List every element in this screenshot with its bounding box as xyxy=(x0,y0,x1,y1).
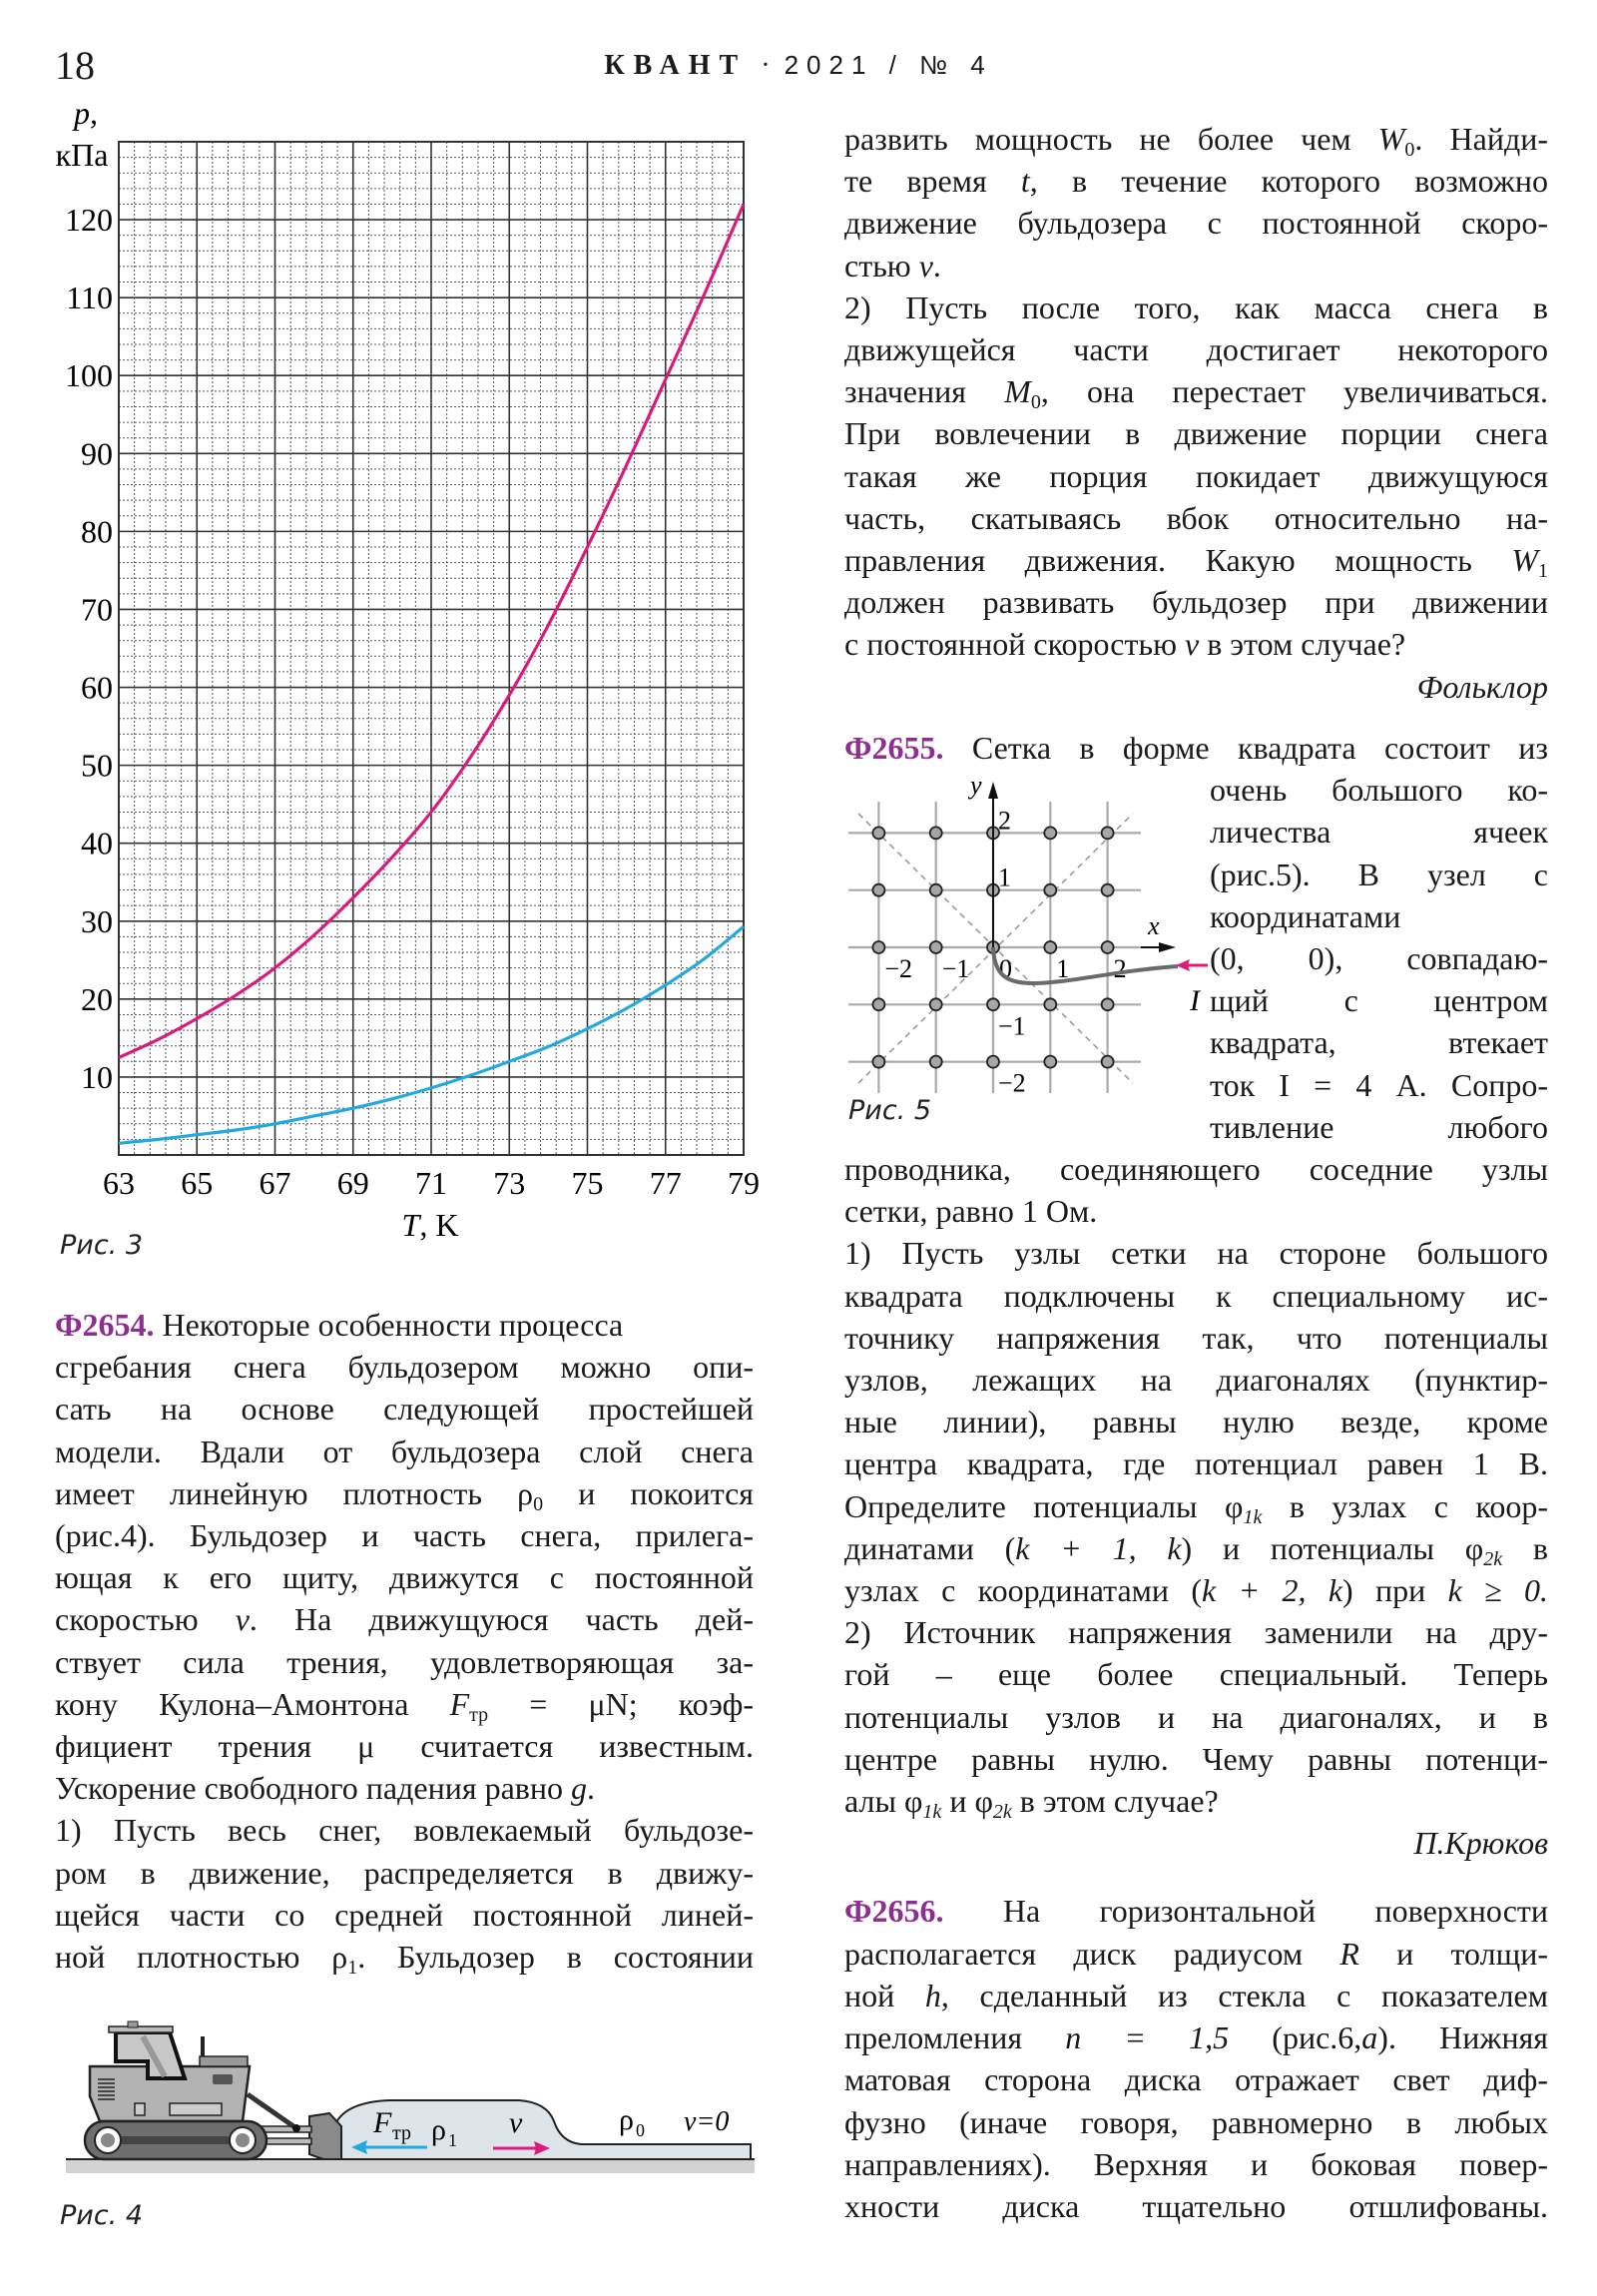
y-axis-label-unit: кПа xyxy=(55,137,109,173)
figure4-caption: Рис. 4 xyxy=(60,2200,144,2231)
text-line: проводника, соединяющего соседние узлы xyxy=(844,1151,1548,1188)
text-line: личества ячеек xyxy=(1210,814,1548,851)
text-line: квадрата, втекает xyxy=(1210,1024,1548,1061)
track-belt xyxy=(100,2136,250,2144)
text-span: , она перестает увеличиваться. xyxy=(1040,373,1549,410)
text-line: направлениях). Верхняя и боковая повер- xyxy=(844,2145,1548,2182)
math-var: a xyxy=(1361,2019,1378,2056)
text-line: центра квадрата, где потенциал равен 1 В. xyxy=(844,1445,1548,1482)
text-line xyxy=(55,1472,754,1514)
text-line xyxy=(55,1767,754,1809)
grid-coordinate-labels xyxy=(884,806,1126,1097)
grid-node xyxy=(872,1056,884,1068)
grid-node xyxy=(987,998,999,1010)
text-line xyxy=(844,370,1548,412)
y-coordinate-label: 2 xyxy=(998,806,1011,836)
subscript: 1k xyxy=(922,1801,942,1824)
text-span: = μN; коэф- xyxy=(488,1685,755,1722)
text-line: На горизонтальной поверхности xyxy=(1002,1893,1549,1930)
math-var: t xyxy=(1020,163,1030,200)
x-tick-label: 77 xyxy=(649,1165,682,1201)
wheel-hub xyxy=(101,2133,115,2147)
x-axis-label: x xyxy=(1148,911,1160,940)
grid-node xyxy=(872,884,884,896)
problem-2654-continuation xyxy=(844,118,1548,708)
text-line: точнику напряжения так, что потенциалы xyxy=(844,1319,1548,1356)
y-coordinate-label: −1 xyxy=(998,1011,1026,1041)
text-line: ток I = 4 А. Сопро- xyxy=(1210,1066,1548,1103)
grid-node xyxy=(1102,1056,1114,1068)
x-coordinate-label: −1 xyxy=(941,954,970,983)
y-tick-label: 120 xyxy=(65,202,113,239)
x-coordinate-label: 1 xyxy=(1056,954,1070,983)
text-line: сетки, равно 1 Ом. xyxy=(844,1193,1098,1230)
text-line xyxy=(844,539,1548,581)
y-tick-label: 40 xyxy=(81,825,113,861)
text-line: очень большого ко- xyxy=(1210,772,1548,809)
y-tick-label: 80 xyxy=(81,513,113,550)
push-arm xyxy=(262,2126,311,2132)
label-rho0: ρ xyxy=(619,2103,634,2136)
math-expression: k + 1, k xyxy=(1015,1529,1182,1566)
figure5-caption: Рис. 5 xyxy=(848,1095,932,1126)
subscript: 1k xyxy=(1243,1505,1263,1528)
problem-2654 xyxy=(55,1304,754,1978)
math-var: F xyxy=(449,1685,470,1722)
text-line: сгребания снега бульдозером можно опи- xyxy=(55,1349,754,1386)
text-span: , сделанный из стекла с показателем xyxy=(940,1977,1549,2013)
text-line: центре равны нулю. Чему равны потенци- xyxy=(844,1740,1548,1777)
y-tick-label: 90 xyxy=(81,435,113,472)
text-span: . Найди- xyxy=(1414,121,1549,157)
subscript: 0 xyxy=(1404,139,1415,161)
x-axis-label: T, K xyxy=(401,1207,459,1243)
text-line: гой – еще более специальный. Теперь xyxy=(844,1656,1548,1693)
text-line: сать на основе следующей простейшей xyxy=(55,1391,754,1428)
text-line xyxy=(844,245,1548,287)
text-line: должен развивать бульдозер при движении xyxy=(844,584,1548,621)
problem-id-2656: Ф2656. xyxy=(844,1893,944,1930)
label-rho1: ρ xyxy=(431,2113,446,2146)
x-axis-arrowhead xyxy=(1159,942,1176,952)
grid-node xyxy=(930,941,942,953)
text-line: движение бульдозера с постоянной скоро- xyxy=(844,205,1548,242)
label-rho1-sub: 1 xyxy=(448,2130,457,2150)
text-span: кону Кулона–Амонтона xyxy=(55,1685,450,1722)
math-var: v xyxy=(235,1601,250,1638)
grid-node xyxy=(1044,941,1056,953)
label-velocity: v xyxy=(509,2106,523,2139)
text-span: Определите потенциалы φ xyxy=(844,1487,1244,1524)
math-var: g xyxy=(571,1770,587,1807)
issue-number: 2021 / № 4 xyxy=(784,50,993,80)
text-line: 1) Пусть узлы сетки на стороне большого xyxy=(844,1235,1548,1272)
text-span: преломления xyxy=(844,2019,1066,2056)
subscript: 1 xyxy=(347,1957,358,1980)
push-arm xyxy=(262,2138,311,2144)
text-line: фузно (иначе говоря, равномерно в любых xyxy=(844,2103,1548,2140)
grid-node xyxy=(1044,884,1056,896)
page-number: 18 xyxy=(55,43,95,88)
text-span: имеет линейную плотность ρ xyxy=(55,1474,534,1511)
text-line: щий с центром xyxy=(1210,982,1548,1019)
cab-roof xyxy=(109,2026,173,2032)
text-line: ные линии), равны нулю везде, кроме xyxy=(844,1404,1548,1440)
text-span: (рис.6, xyxy=(1229,2019,1362,2056)
text-line xyxy=(844,623,1548,665)
math-expression: k ≥ 0. xyxy=(1447,1572,1549,1609)
y-tick-label: 20 xyxy=(81,980,113,1017)
y-axis-label-symbol: p, xyxy=(74,95,98,131)
text-line: тивление любого xyxy=(1210,1108,1548,1145)
body-panel xyxy=(170,2103,222,2115)
problem-id-2654: Ф2654. xyxy=(55,1307,155,1343)
text-line xyxy=(844,1485,1548,1527)
grid-node xyxy=(987,1056,999,1068)
text-span: в узлах с коор- xyxy=(1262,1487,1549,1524)
text-line xyxy=(844,1975,1548,2016)
author-signature: Фольклор xyxy=(1416,668,1548,705)
label-rho0-sub: 0 xyxy=(636,2120,645,2140)
text-span: и φ xyxy=(941,1783,993,1820)
problem-id-2655: Ф2655. xyxy=(844,730,944,766)
text-line xyxy=(844,2016,1548,2058)
chart-y-tick-labels xyxy=(65,202,113,1095)
chart-x-tick-labels xyxy=(103,1165,760,1201)
x-tick-label: 67 xyxy=(259,1165,291,1201)
text-span: . xyxy=(932,247,941,284)
y-tick-label: 50 xyxy=(81,747,113,784)
subscript: 2k xyxy=(1483,1547,1503,1570)
subscript: 2k xyxy=(992,1801,1012,1824)
grid-node xyxy=(1102,998,1114,1010)
text-line xyxy=(844,1780,1548,1822)
text-line: (0, 0), совпадаю- xyxy=(1210,940,1548,977)
text-span: ) и потенциалы φ xyxy=(1181,1529,1484,1566)
current-arrowhead xyxy=(1176,959,1190,971)
grid-node xyxy=(1044,1056,1056,1068)
grid-node xyxy=(1102,884,1114,896)
grid-node xyxy=(1102,941,1114,953)
text-line: фициент трения μ считается известным. xyxy=(55,1728,754,1765)
text-span: располагается диск радиусом xyxy=(844,1935,1340,1972)
figure3-chart xyxy=(0,0,798,1288)
figure4-bulldozer-diagram xyxy=(0,1997,798,2196)
grid-node xyxy=(930,884,942,896)
grid-node xyxy=(872,998,884,1010)
label-friction-sub: тр xyxy=(392,2122,411,2144)
author-signature: П.Крюков xyxy=(1413,1825,1548,1862)
text-span: ной плотностью ρ xyxy=(55,1939,348,1976)
ground xyxy=(66,2159,755,2173)
figure3-caption: Рис. 3 xyxy=(60,1230,144,1261)
math-expression: k + 2, k xyxy=(1202,1572,1343,1609)
grid-node xyxy=(1044,827,1056,839)
text-line: ющая к его щиту, движутся с постоянной xyxy=(55,1559,754,1596)
text-line xyxy=(844,1527,1548,1569)
x-tick-label: 69 xyxy=(336,1165,369,1201)
header-separator: · xyxy=(761,50,771,81)
y-tick-label: 100 xyxy=(65,357,113,394)
text-span: , в течение которого возможно xyxy=(1029,163,1549,200)
text-line xyxy=(55,1598,754,1640)
text-line: квадрата подключены к специальному ис- xyxy=(844,1277,1548,1314)
text-span: в этом случае? xyxy=(1011,1783,1219,1820)
roof-light xyxy=(128,2021,138,2027)
text-span: ) при xyxy=(1342,1572,1448,1609)
y-tick-label: 70 xyxy=(81,591,113,628)
text-span: скоростью xyxy=(55,1601,236,1638)
x-tick-label: 73 xyxy=(493,1165,526,1201)
body-panel xyxy=(135,2103,145,2115)
text-line xyxy=(55,1683,754,1725)
y-coordinate-label: −2 xyxy=(998,1068,1026,1098)
math-var: W xyxy=(1511,542,1538,579)
y-tick-label: 10 xyxy=(81,1058,113,1095)
text-line: щейся части со средней постоянной линей- xyxy=(55,1896,754,1933)
grid-node xyxy=(930,1056,942,1068)
text-span: ной xyxy=(844,1977,925,2013)
text-line: узлов, лежащих на диагоналях (пунктир- xyxy=(844,1362,1548,1399)
text-line: такая же порция покидает движущуюся xyxy=(844,457,1548,494)
x-tick-label: 65 xyxy=(181,1165,214,1201)
text-line: матовая сторона диска отражает свет диф- xyxy=(844,2061,1548,2098)
grid-node xyxy=(872,941,884,953)
text-span: те время xyxy=(844,163,1021,200)
text-line: ствует сила трения, удовлетворяющая за- xyxy=(55,1643,754,1680)
x-coordinate-label: 2 xyxy=(1113,954,1127,983)
y-axis-arrowhead xyxy=(988,782,998,799)
label-friction-force: F xyxy=(373,2106,392,2139)
subscript: 1 xyxy=(1538,560,1548,583)
text-line: ром в движение, распределяется в движу- xyxy=(55,1854,754,1891)
grid-node xyxy=(872,827,884,839)
y-tick-label: 60 xyxy=(81,669,113,706)
text-span: Ускорение свободного падения равно xyxy=(55,1770,571,1807)
text-span: и толщи- xyxy=(1358,1935,1549,1972)
text-span: с постоянной скоростью xyxy=(844,626,1185,663)
x-tick-label: 71 xyxy=(415,1165,447,1201)
text-line: модели. Вдали от бульдозера слой снега xyxy=(55,1433,754,1469)
text-span: правления движения. Какую мощность xyxy=(844,542,1512,579)
subscript: 0 xyxy=(533,1492,544,1515)
grid-node xyxy=(930,998,942,1010)
math-var: v xyxy=(918,247,933,284)
math-var: M xyxy=(1004,373,1031,410)
grid-node xyxy=(930,827,942,839)
text-span: динатами ( xyxy=(844,1529,1016,1566)
x-tick-label: 79 xyxy=(728,1165,760,1201)
engine-hood xyxy=(200,2056,248,2066)
current-label: I xyxy=(1190,984,1200,1017)
text-line: (рис.4). Бульдозер и часть снега, прилега- xyxy=(55,1517,754,1554)
text-span: . xyxy=(587,1770,595,1807)
text-span: . На движущуюся часть дей- xyxy=(249,1601,755,1638)
text-span: и покоится xyxy=(543,1474,755,1511)
grid-node xyxy=(1102,827,1114,839)
text-line: потенциалы узлов и на диагоналях, и в xyxy=(844,1698,1548,1735)
current-lead-wire xyxy=(993,947,1178,983)
text-line: 2) Источник напряжения заменили на дру- xyxy=(844,1614,1548,1651)
text-line: хности диска тщательно отшлифованы. xyxy=(844,2187,1548,2224)
x-tick-label: 75 xyxy=(571,1165,604,1201)
text-span: в xyxy=(1502,1529,1549,1566)
x-coordinate-label: 0 xyxy=(999,954,1012,983)
wrapped-text-block xyxy=(1210,769,1548,1148)
text-span: в этом случае? xyxy=(1199,626,1406,663)
subscript: 0 xyxy=(1030,391,1041,414)
math-var: R xyxy=(1339,1935,1359,1972)
text-line: Сетка в форме квадрата состоит из xyxy=(971,730,1549,766)
text-line xyxy=(844,160,1548,202)
subscript: тр xyxy=(469,1703,489,1726)
math-var: W xyxy=(1377,121,1405,157)
text-span: алы φ xyxy=(844,1783,923,1820)
text-span: развить мощность не более чем xyxy=(844,121,1378,157)
text-span: ). Нижняя xyxy=(1377,2019,1548,2056)
magazine-title: КВАНТ xyxy=(604,50,748,81)
text-span: . Бульдозер в состоянии xyxy=(357,1939,754,1976)
text-line: часть, скатываясь вбок относительно на- xyxy=(844,499,1548,536)
text-line: движущейся части достигает некоторого xyxy=(844,331,1548,368)
text-line xyxy=(844,1569,1548,1611)
x-coordinate-label: −2 xyxy=(884,954,913,983)
body-vent xyxy=(213,2074,233,2084)
math-var: v xyxy=(1184,626,1200,663)
y-axis-label: y xyxy=(970,771,982,800)
text-line: (рис.5). В узел с xyxy=(1210,856,1548,892)
bulldozer-blade xyxy=(309,2113,341,2159)
label-velocity-zero: v=0 xyxy=(684,2106,730,2137)
text-line: Некоторые особенности процесса xyxy=(162,1307,624,1343)
text-span: узлах с координатами ( xyxy=(844,1572,1203,1609)
math-expression: n = 1,5 xyxy=(1065,2019,1230,2056)
y-tick-label: 30 xyxy=(81,902,113,939)
grid-node xyxy=(1044,998,1056,1010)
math-var: h xyxy=(924,1977,941,2013)
text-line: 1) Пусть весь снег, вовлекаемый бульдозе- xyxy=(55,1812,754,1849)
text-line: 2) Пусть после того, как масса снега в xyxy=(844,288,1548,325)
text-line xyxy=(844,1933,1548,1975)
text-line xyxy=(844,118,1548,160)
hydraulic-joint xyxy=(292,2124,300,2132)
text-span: значения xyxy=(844,373,1005,410)
text-line: координатами xyxy=(1210,897,1401,934)
text-span: стью xyxy=(844,247,919,284)
text-line: При вовлечении в движение порции снега xyxy=(844,415,1548,452)
text-line xyxy=(55,1936,754,1978)
figure5-grid-diagram xyxy=(838,769,1218,1108)
y-tick-label: 110 xyxy=(66,280,113,316)
wheel-hub xyxy=(236,2133,250,2147)
y-coordinate-label: 1 xyxy=(998,862,1011,892)
x-tick-label: 63 xyxy=(103,1165,135,1201)
